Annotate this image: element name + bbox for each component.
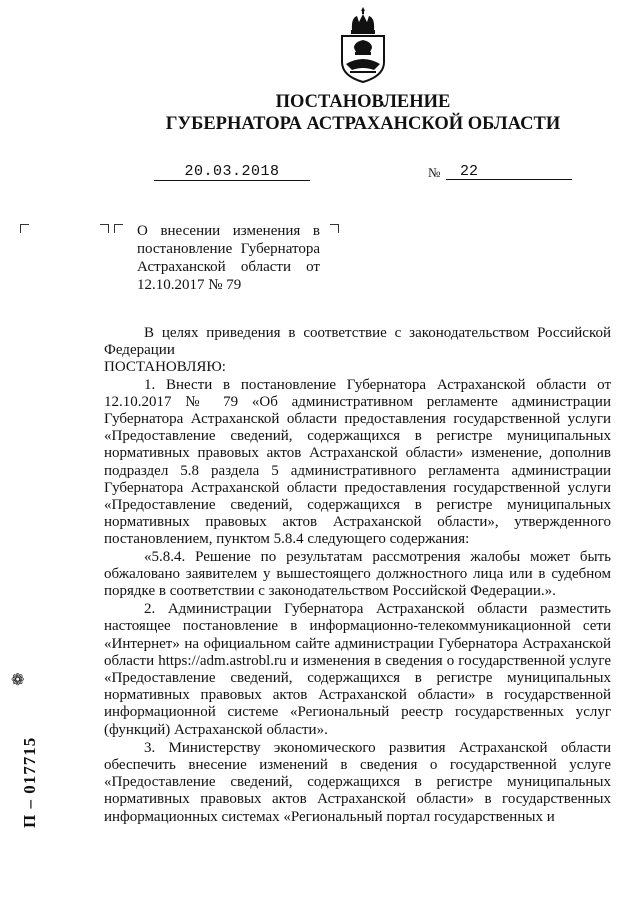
document-date: 20.03.2018 (154, 163, 310, 181)
item-1-paragraph: 1. Внести в постановление Губернатора Астраханской области от 12.10.2017 № 79 «Об административном регламенте администрации Губернатора Астраханской области предоставления государственной услуги «Предоставление сведений, содержащихся в регистре муниципальных нормативных правовых актов Астраханской области» изменение, дополнив подраздел 5.8 раздела 5 административного регламента администрации Губернатора Астраханской области предоставления государственной услуги «Предоставление сведений, содержащихся в регистре муниципальных нормативных правовых актов Астраханской области», утвержденного постановлением, пунктом 5.8.4 следующего содержания: (104, 376, 611, 548)
coat-of-arms-emblem (338, 4, 388, 84)
form-serial-number: П – 017715 (20, 736, 39, 828)
number-sign: № (428, 165, 441, 180)
item-1-quote-paragraph: «5.8.4. Решение по результатам рассмотрения жалобы может быть обжаловано заявителем у вышестоящего должностного лица или в судебном порядке в соответствии с законодательством Российской Федерации.». (104, 548, 611, 600)
document-title-line2: ГУБЕРНАТОРА АСТРАХАНСКОЙ ОБЛАСТИ (165, 114, 561, 134)
document-body (104, 325, 611, 826)
item-3-paragraph: 3. Министерству экономического развития Астраханской области обеспечить внесение изменений в сведения о государственной услуге «Предоставление сведений, содержащихся в регистре муниципальных нормативных правовых актов Астраханской области» в государственных информационных системах «Региональный портал государственных и (104, 739, 611, 825)
item-2-paragraph: 2. Администрации Губернатора Астраханской области разместить настоящее постановление в информационно-телекоммуникационной сети «Интернет» на официальном сайте администрации Губернатора Астраханской области https://adm.astrobl.ru и изменения в сведения о государственной услуге «Предоставление сведений, содержащихся в регистре муниципальных нормативных правовых актов Астраханской области» в государственной информационной системе «Региональный реестр государственных услуг (функций) Астраханской области». (104, 601, 611, 738)
blank-ornament-icon: ❁ (11, 672, 25, 689)
preamble-paragraph: В целях приведения в соответствие с законодательством Российской Федерации (104, 325, 611, 359)
margin-corner-mark (100, 224, 109, 233)
margin-corner-mark (20, 224, 29, 233)
document-number: 22 (446, 163, 572, 180)
decree-word: ПОСТАНОВЛЯЮ: (104, 359, 226, 376)
document-subject: О внесении изменения в постановление Губернатора Астраханской области от 12.10.2017 № 79 (137, 223, 320, 293)
margin-corner-mark (114, 224, 123, 233)
margin-corner-mark (330, 224, 339, 233)
document-title-line1: ПОСТАНОВЛЕНИЕ (275, 92, 451, 112)
